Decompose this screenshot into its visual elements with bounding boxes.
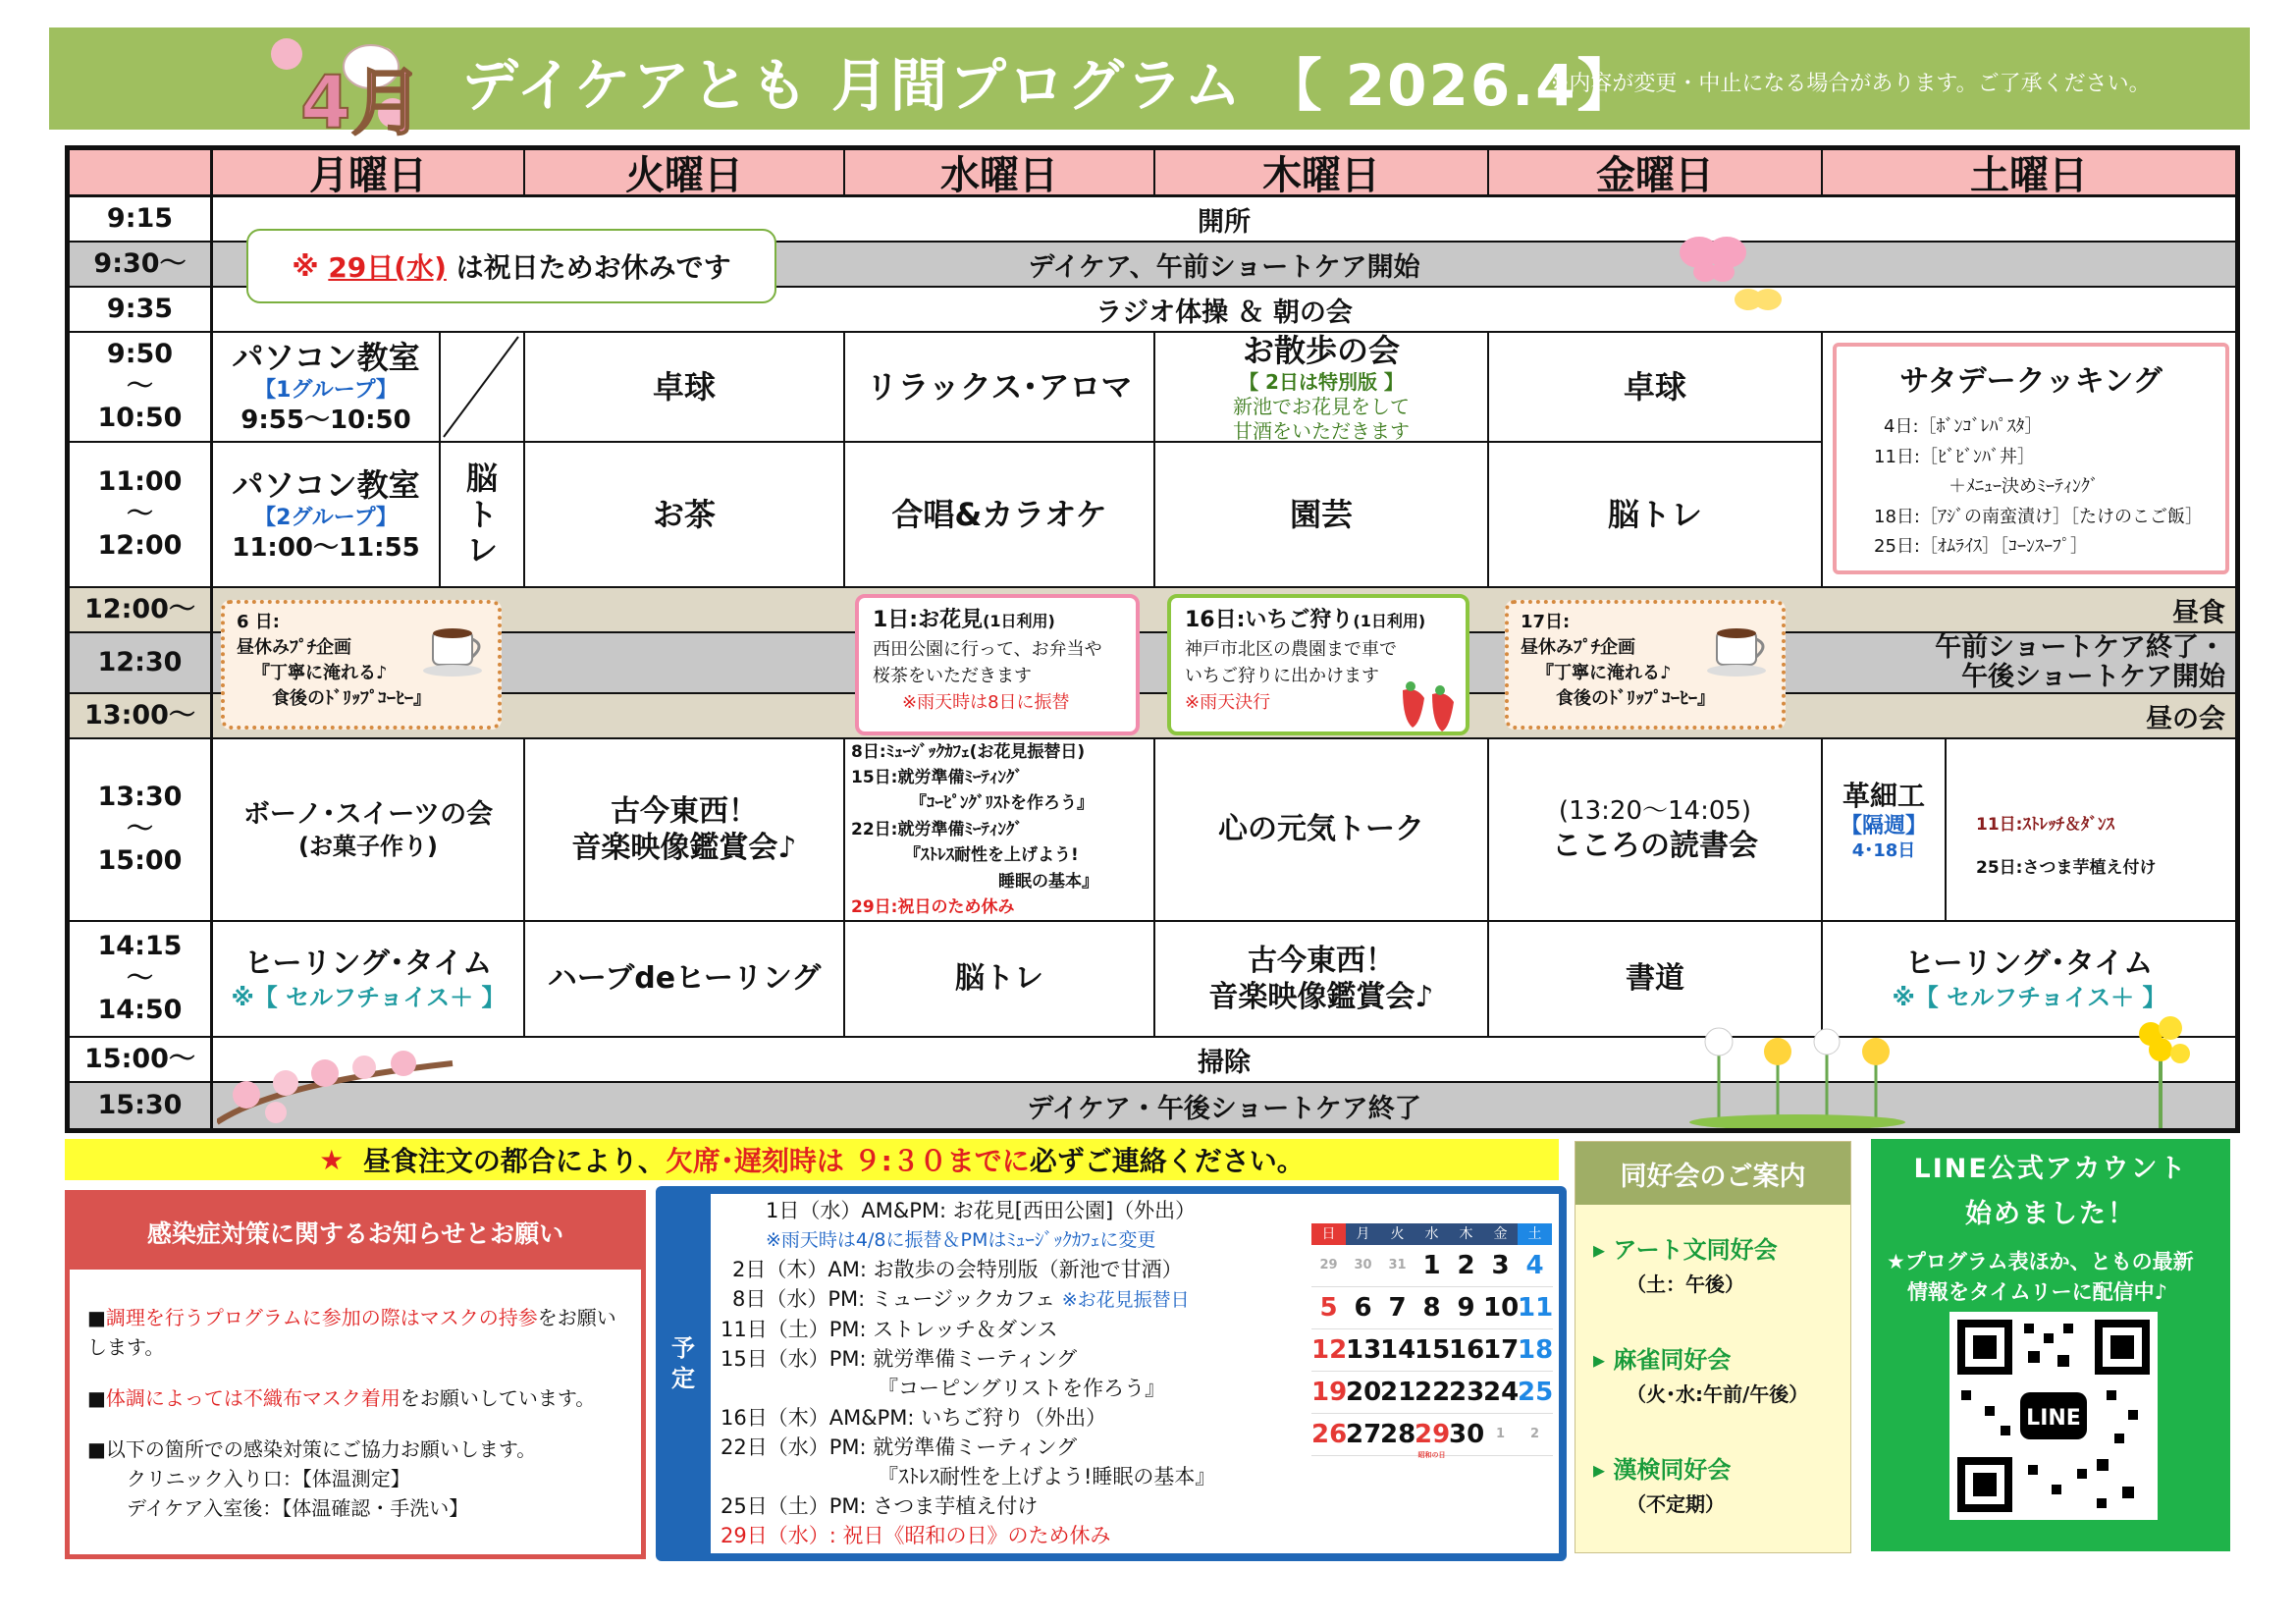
calendar-week-3 [1311,1329,1553,1372]
calendar-week-1 [1311,1245,1553,1287]
cal-day-holiday-number: 29 [1415,1420,1451,1449]
triangle-icon: ▸ [1593,1456,1606,1484]
band-meeting: 昼の会 [213,694,2235,739]
lunch-order-notice [65,1139,1559,1180]
fri-lunch-line2: 『丁寧に淹れる♪ [1536,663,1672,684]
schedule-line-11: 25日（土）PM: さつま芋植え付け [721,1494,1039,1518]
saturday-cooking-line-2: 11日:［ﾋﾞﾋﾞﾝﾊﾞ丼］ [1874,446,2035,467]
cal-day: 24 [1483,1378,1520,1407]
saturday-cooking-line-5: 25日:［ｵﾑﾗｲｽ］［ｺｰﾝｽｰﾌﾟ］ [1874,536,2088,558]
club-schedule: （土：午後） [1627,1272,1744,1296]
mon-am1 [213,333,441,443]
cal-day-holiday [1415,1414,1451,1459]
star-icon: ★ [319,1143,345,1176]
cal-day: 5 [1319,1293,1338,1323]
schedule-line-6: 15日（水）PM: 就労準備ミーティング [721,1347,1078,1371]
timetable [65,145,2240,1133]
holiday-note-mark: ※ [292,249,319,283]
mon-lunch-line3: 食後のﾄﾞﾘｯﾌﾟｺｰﾋｰ』 [272,688,431,710]
schedule-line-4-note: ※お花見振替日 [1061,1289,1190,1311]
mon-am2 [213,443,441,588]
line-text [1871,1247,2230,1309]
mon-am1-title: パソコン教室 [232,339,420,376]
thu-lunch-title-row [1185,604,1452,636]
mon-am1-slash [441,333,525,443]
cal-day: 23 [1449,1378,1485,1407]
thu-am2: 園芸 [1155,443,1489,588]
lunch-notice-text3: 必ずご連絡ください。 [1029,1145,1305,1177]
wed-pm2: 脳トレ [845,922,1155,1038]
thu-am1-special: 【 2日は特別版 】 [1239,369,1404,394]
corner-cell [70,150,213,197]
triangle-icon: ▸ [1593,1346,1606,1374]
wed-pm1-line4: 22日:就労準備ﾐｰﾃｨﾝｸﾞ [851,819,1023,839]
saturday-cooking-line-1: 4日:［ﾎﾞﾝｺﾞﾚﾊﾟｽﾀ］ [1884,416,2043,437]
thu-pm2-line1: 古今東西！ [1248,943,1395,978]
mon-am2-title: パソコン教室 [232,466,420,504]
club-item [1593,1450,1850,1517]
time-1300: 13:00〜 [70,694,213,739]
triangle-icon: ▸ [1593,1236,1606,1264]
mon-lunch-line2: 『丁寧に淹れる♪ [252,663,388,684]
time-1200: 12:00〜 [70,588,213,633]
time-1330: 13:30 〜 15:00 [70,739,213,922]
schedule-line-5: 11日（土）PM: ストレッチ＆ダンス [721,1318,1058,1341]
calendar-week-5 [1311,1414,1553,1459]
cal-day: 2 [1529,1427,1540,1441]
mon-pm1-line1: ボーノ･スイーツの会 [242,799,494,831]
holiday-note-date: 29日(水) [328,251,447,284]
schedule-box [656,1186,1567,1561]
wed-lunch-rain: ※雨天時は8日に振替 [902,692,1070,713]
club-name-text: アート文同好会 [1613,1236,1778,1264]
diagonal-slash [440,333,524,441]
schedule-line-1: 1日（水）AM&PM: お花見[西田公園]（外出） [766,1199,1197,1222]
thu-lunch-line1: 神戸市北区の農園まで車で [1185,639,1397,660]
month-badge [265,29,412,137]
infection-item-3-text: 以下の箇所での感染対策にご協力お願いします。 [105,1437,537,1461]
infection-item-3: ■以下の箇所での感染対策にご協力お願いします。 [87,1437,537,1461]
schedule-line-12: 29日（水）: 祝日《昭和の日》のため休み [721,1524,1111,1547]
cal-head-wed: 水 [1415,1223,1449,1245]
infection-notice-box [65,1190,646,1559]
thu-pm2-line2: 音楽映像鑑賞会♪ [1208,980,1434,1014]
thu-am1-note1: 新池でお花見をして [1233,394,1410,418]
calendar-week-2 [1311,1287,1553,1329]
wed-lunch-line2: 桜茶をいただきます [873,666,1032,686]
wed-lunch-title-row [873,604,1122,636]
tue-pm1-line1: 古今東西！ [611,793,758,829]
cal-day: 17 [1483,1335,1520,1365]
tue-pm1 [525,739,845,922]
band-start: デイケア、午前ショートケア開始 [213,243,2235,288]
time-1100: 11:00 〜 12:00 [70,443,213,588]
club-name [1593,1450,1850,1485]
month-badge-text: 4月 [300,61,412,137]
cal-day: 15 [1415,1335,1451,1365]
day-header-wed: 水曜日 [845,150,1155,197]
mon-am2-brain-training: 脳 ト レ [441,443,525,588]
thu-am1-note2: 甘酒をいただきます [1233,418,1410,443]
fri-pm1-time: (13:20〜14:05) [1558,796,1752,826]
club-item [1593,1340,1850,1407]
cal-holiday-mark: 昭和の日 [1417,1451,1446,1459]
time-0935: 9:35 [70,288,213,333]
sat-pm1-leather-title: 革細工 [1842,780,1925,812]
mon-pm2-title: ヒーリング･タイム [243,947,493,982]
sat-pm1-leather-sub: 【隔週】 [1840,814,1927,839]
sat-am-cell [1823,333,2235,588]
time-0950: 9:50 〜 10:50 [70,333,213,443]
band-switch-line1: 午前ショートケア終了・ [1935,632,2225,664]
line-title [1871,1147,2230,1237]
wed-pm1 [845,739,1155,922]
club-schedule: （不定期） [1627,1492,1725,1516]
cal-day: 7 [1388,1293,1407,1323]
cal-day: 27 [1346,1420,1382,1449]
cal-day: 22 [1415,1378,1451,1407]
band-switch-line2: 午後ショートケア開始 [1961,662,2225,692]
club-name-text: 麻雀同好会 [1613,1346,1732,1374]
cal-day: 20 [1346,1378,1382,1407]
qr-code-icon [1949,1312,2158,1520]
tue-am1: 卓球 [525,333,845,443]
infection-notice-title: 感染症対策に関するお知らせとお願い [70,1195,641,1270]
mon-am2-group: 【2グループ】 [254,506,398,530]
thu-lunch-use: (1日利用) [1353,612,1426,630]
cherry-branch-icon [217,1034,462,1128]
lunch-notice-text2: 欠席･遅刻時は ９:３０までに [665,1145,1030,1177]
thu-am1 [1155,333,1489,443]
club-schedule: （火･水:午前/午後） [1627,1382,1809,1406]
thu-lunch-line2: いちご狩りに出かけます [1185,666,1379,686]
time-0930: 9:30〜 [70,243,213,288]
qr-line-label: LINE [2026,1406,2081,1431]
cal-day: 16 [1449,1335,1485,1365]
mon-pm2-sub: ※【 セルフチョイス＋ 】 [231,983,506,1011]
line-account-box [1871,1139,2230,1551]
fri-am1: 卓球 [1489,333,1823,443]
time-1530: 15:30 [70,1083,213,1128]
cal-head-fri: 金 [1483,1223,1518,1245]
club-info-box [1575,1141,1851,1553]
cal-day: 11 [1518,1293,1554,1323]
cal-day: 19 [1311,1378,1348,1407]
saturday-cooking-line-4: 18日:［ｱｼﾞの南蛮漬け］［たけのこご飯］ [1874,506,2203,527]
infection-item-1-red: 調理を行うプログラムに参加の際はマスクの持参 [105,1306,538,1329]
wed-pm1-line6: 睡眠の基本』 [998,871,1098,892]
cal-day: 9 [1457,1293,1475,1323]
cal-day: 10 [1483,1293,1520,1323]
infection-notice-body [70,1270,641,1544]
day-header-mon: 月曜日 [213,150,525,197]
wed-lunch-line1: 西田公園に行って、お弁当や [873,639,1102,660]
fri-lunch-line1: 昼休みﾌﾟﾁ企画 [1521,637,1635,659]
day-header-fri: 金曜日 [1489,150,1823,197]
band-end: デイケア・午後ショートケア終了 [213,1083,2235,1128]
cal-day: 21 [1380,1378,1416,1407]
mon-am2-time: 11:00〜11:55 [232,532,420,563]
band-cleaning: 掃除 [213,1038,2235,1083]
schedule-list [721,1196,1309,1550]
cal-day: 30 [1354,1258,1372,1272]
cal-day: 25 [1518,1378,1554,1407]
line-title-1: LINE公式アカウント [1913,1154,2188,1184]
calendar-header [1311,1223,1553,1245]
mon-lunch-date: 6 日: [237,612,280,632]
club-info-title: 同好会のご案内 [1575,1142,1850,1205]
wed-pm1-holiday: 29日:祝日のため休み [851,896,1015,917]
schedule-line-4-text: 8日（水）PM: ミュージックカフェ [732,1287,1056,1311]
cal-day: 26 [1311,1420,1348,1449]
mon-am1-group: 【1グループ】 [254,378,398,403]
change-notice: ※内容が変更・中止になる場合があります。ご了承ください。 [1551,72,2151,96]
wed-lunch-event [855,594,1140,735]
fri-lunch-date: 17日: [1521,612,1571,632]
cal-head-tue: 火 [1380,1223,1415,1245]
tue-pm1-line2: 音楽映像鑑賞会♪ [571,831,797,865]
calendar-week-4 [1311,1372,1553,1414]
infection-item-1-tail: をお願いします。 [87,1306,616,1359]
wed-pm1-line2: 15日:就労準備ﾐｰﾃｨﾝｸﾞ [851,768,1023,788]
schedule-line-3: 2日（木）AM: お散歩の会特別版（新池で甘酒） [732,1258,1183,1281]
infection-item-3b: デイケア入室後：【体温確認・手洗い】 [127,1496,469,1520]
infection-item-2-tail: をお願いしています。 [400,1386,596,1410]
infection-item-2-red: 体調によっては不織布マスク着用 [105,1386,400,1410]
club-item [1593,1230,1850,1297]
saturday-cooking-title: サタデークッキング [1899,364,2163,399]
sat-pm1-event1: 11日:ｽﾄﾚｯﾁ＆ﾀﾞﾝｽ [1976,815,2114,835]
schedule-line-9: 22日（水）PM: 就労準備ミーティング [721,1435,1078,1459]
schedule-line-2: ※雨天時は4/8に振替＆PMはﾐｭｰｼﾞｯｸｶﾌｪに変更 [766,1229,1156,1251]
cal-day: 4 [1525,1251,1544,1280]
fri-pm1-title: こころの読書会 [1552,828,1758,863]
line-text-2: 情報をタイムリーに配信中♪ [1887,1280,2167,1305]
schedule-panel [711,1194,1559,1553]
club-name [1593,1230,1850,1265]
cal-day: 3 [1491,1251,1510,1280]
lunch-notice-text1: 昼食注文の都合により、 [362,1145,666,1177]
thu-am1-title: お散歩の会 [1242,331,1400,369]
time-1230: 12:30 [70,633,213,694]
rapeseed-flower-icon [2111,1014,2219,1128]
cal-head-thu: 木 [1449,1223,1483,1245]
holiday-note-text: は祝日ためお休みです [455,251,731,284]
cal-day: 31 [1388,1258,1407,1272]
holiday-note [246,229,776,303]
thu-pm1: 心の元気トーク [1155,739,1489,922]
cherry-blossom-icon [265,29,412,137]
mon-pm2 [213,922,525,1038]
day-header-thu: 木曜日 [1155,150,1489,197]
dandelion-icon [1680,1024,1974,1128]
cal-head-sun: 日 [1311,1223,1346,1245]
mon-pm1-line2: (お菓子作り) [298,832,438,860]
wed-lunch-title: 1日:お花見 [873,608,984,632]
cal-day: 13 [1346,1335,1382,1365]
time-1500: 15:00〜 [70,1038,213,1083]
line-text-1: ★プログラム表ほか、ともの最新 [1887,1249,2194,1273]
time-1415: 14:15 〜 14:50 [70,922,213,1038]
cal-day: 2 [1457,1251,1475,1280]
wed-pm1-line3: 『ｺｰﾋﾟﾝｸﾞﾘｽﾄを作ろう』 [910,793,1094,814]
schedule-label: 予 定 [671,1334,695,1393]
saturday-cooking-box [1833,343,2229,574]
sat-pm1-event2: 25日:さつま芋植え付け [1976,858,2157,879]
thu-lunch-rain: ※雨天決行 [1185,692,1271,713]
time-0915: 9:15 [70,197,213,243]
butterfly-icon [1670,223,1807,331]
cal-day: 1 [1495,1427,1506,1441]
coffee-cup-icon-2 [1707,612,1780,680]
band-lunch: 昼食 [213,588,2235,633]
mon-am1-time: 9:55〜10:50 [240,405,411,435]
thu-lunch-title: 16日:いちご狩り [1185,608,1354,632]
fri-am2: 脳トレ [1489,443,1823,588]
infection-item-2: ■体調によっては不織布マスク着用をお願いしています。 [87,1386,596,1410]
wed-pm1-line5: 『ｽﾄﾚｽ耐性を上げよう! [904,845,1079,866]
cal-day: 28 [1380,1420,1416,1449]
club-name-text: 漢検同好会 [1613,1456,1732,1484]
schedule-line-4 [721,1284,1309,1315]
wed-am2: 合唱&カラオケ [845,443,1155,588]
sat-pm1-leather-dates: 4･18日 [1851,839,1916,861]
tue-pm2: ハーブdeヒーリング [525,922,845,1038]
tue-am2: お茶 [525,443,845,588]
thu-pm2 [1155,922,1489,1038]
sat-pm1-leather [1823,739,1947,922]
line-title-2: 始めました！ [1965,1198,2136,1229]
cal-day: 6 [1354,1293,1372,1323]
fri-lunch-line3: 食後のﾄﾞﾘｯﾌﾟｺｰﾋｰ』 [1556,688,1715,710]
cal-day: 1 [1422,1251,1441,1280]
infection-item-3a: クリニック入り口：【体温測定】 [127,1467,410,1490]
wed-lunch-use: (1日利用) [983,612,1055,630]
sat-pm1-events [1947,739,2235,922]
day-header-sat: 土曜日 [1823,150,2235,197]
cal-day: 8 [1422,1293,1441,1323]
cal-head-sat: 土 [1518,1223,1552,1245]
cal-day: 12 [1311,1335,1348,1365]
wed-pm1-line1: 8日:ﾐｭｰｼﾞｯｸｶﾌｪ(お花見振替日) [851,741,1086,762]
cal-day: 18 [1518,1335,1554,1365]
wed-am1: リラックス･アロマ [845,333,1155,443]
line-qr-code[interactable] [1949,1312,2158,1520]
infection-item-1: ■調理を行うプログラムに参加の際はマスクの持参をお願いします。 [87,1306,616,1359]
schedule-line-8: 16日（木）AM&PM: いちご狩り（外出） [721,1406,1107,1430]
club-name [1593,1340,1850,1375]
schedule-line-7: 『コーピングリストを作ろう』 [878,1377,1166,1400]
sat-pm2-title: ヒーリング･タイム [1904,947,2154,982]
fri-pm2: 書道 [1489,922,1823,1038]
cal-day: 29 [1319,1258,1338,1272]
mon-pm1 [213,739,525,922]
band-open: 開所 [213,197,2235,243]
mon-lunch-line1: 昼休みﾌﾟﾁ企画 [237,637,351,659]
strawberry-icon [1391,677,1469,731]
april-calendar [1311,1223,1554,1459]
saturday-cooking-line-3: ＋ﾒﾆｭｰ決めﾐｰﾃｨﾝｸﾞ [1949,476,2099,498]
band-radio: ラジオ体操 ＆ 朝の会 [213,288,2235,333]
cal-day: 14 [1380,1335,1416,1365]
cal-day: 30 [1449,1420,1485,1449]
day-header-tue: 火曜日 [525,150,845,197]
coffee-cup-icon [423,612,496,680]
page-title: デイケアとも 月間プログラム 【 2026.4】 [461,52,1636,119]
cal-head-mon: 月 [1346,1223,1380,1245]
sat-pm2-sub: ※【 セルフチョイス＋ 】 [1892,983,2166,1011]
schedule-line-10: 『ｽﾄﾚｽ耐性を上げよう!睡眠の基本』 [878,1465,1216,1489]
fri-pm1 [1489,739,1823,922]
